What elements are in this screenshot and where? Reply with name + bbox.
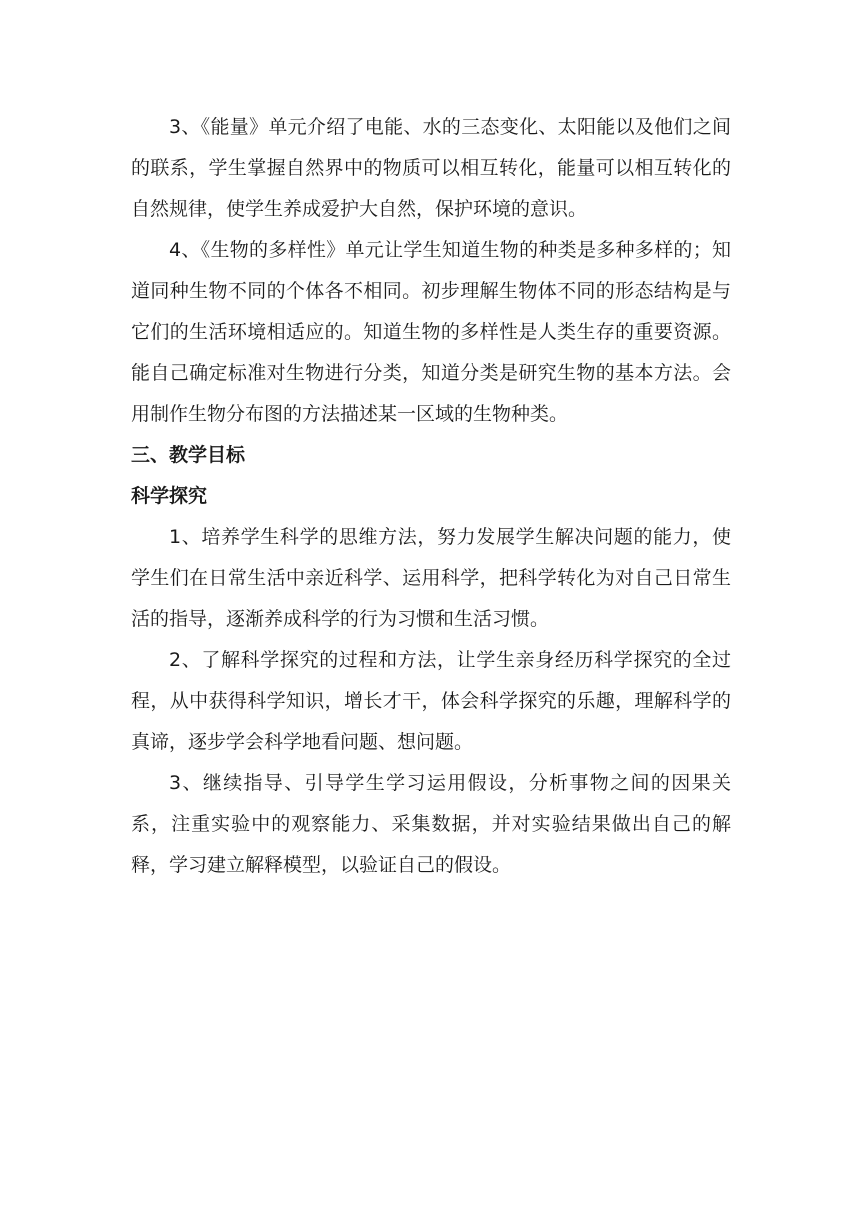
paragraph-goal-1: 1、培养学生科学的思维方法，努力发展学生解决问题的能力，使学生们在日常生活中亲近科学、运用科学，把科学转化为对自己日常生活的指导，逐渐养成科学的行为习惯和生活习惯。 [131, 526, 731, 630]
paragraph-energy-unit: 3、《能量》单元介绍了电能、水的三态变化、太阳能以及他们之间的联系，学生掌握自然界中的物质可以相互转化，能量可以相互转化的自然规律，使学生养成爱护大自然，保护环境的意识。 [131, 116, 731, 220]
document-body [131, 107, 731, 886]
section-heading-teaching-goals: 三、教学目标 [131, 444, 246, 466]
paragraph-goal-3: 3、继续指导、引导学生学习运用假设，分析事物之间的因果关系，注重实验中的观察能力、采集数据，并对实验结果做出自己的解释，学习建立解释模型，以验证自己的假设。 [131, 772, 731, 876]
subheading-scientific-inquiry: 科学探究 [131, 485, 208, 507]
paragraph-goal-2: 2、了解科学探究的过程和方法，让学生亲身经历科学探究的全过程，从中获得科学知识，增长才干，体会科学探究的乐趣，理解科学的真谛，逐步学会科学地看问题、想问题。 [131, 649, 731, 753]
paragraph-biodiversity-unit: 4、《生物的多样性》单元让学生知道生物的种类是多种多样的；知道同种生物不同的个体各不相同。初步理解生物体不同的形态结构是与它们的生活环境相适应的。知道生物的多样性是人类生存的重要资源。能自己确定标准对生物进行分类，知道分类是研究生物的基本方法。会用制作生物分布图的方法描述某一区域的生物种类。 [131, 239, 731, 425]
